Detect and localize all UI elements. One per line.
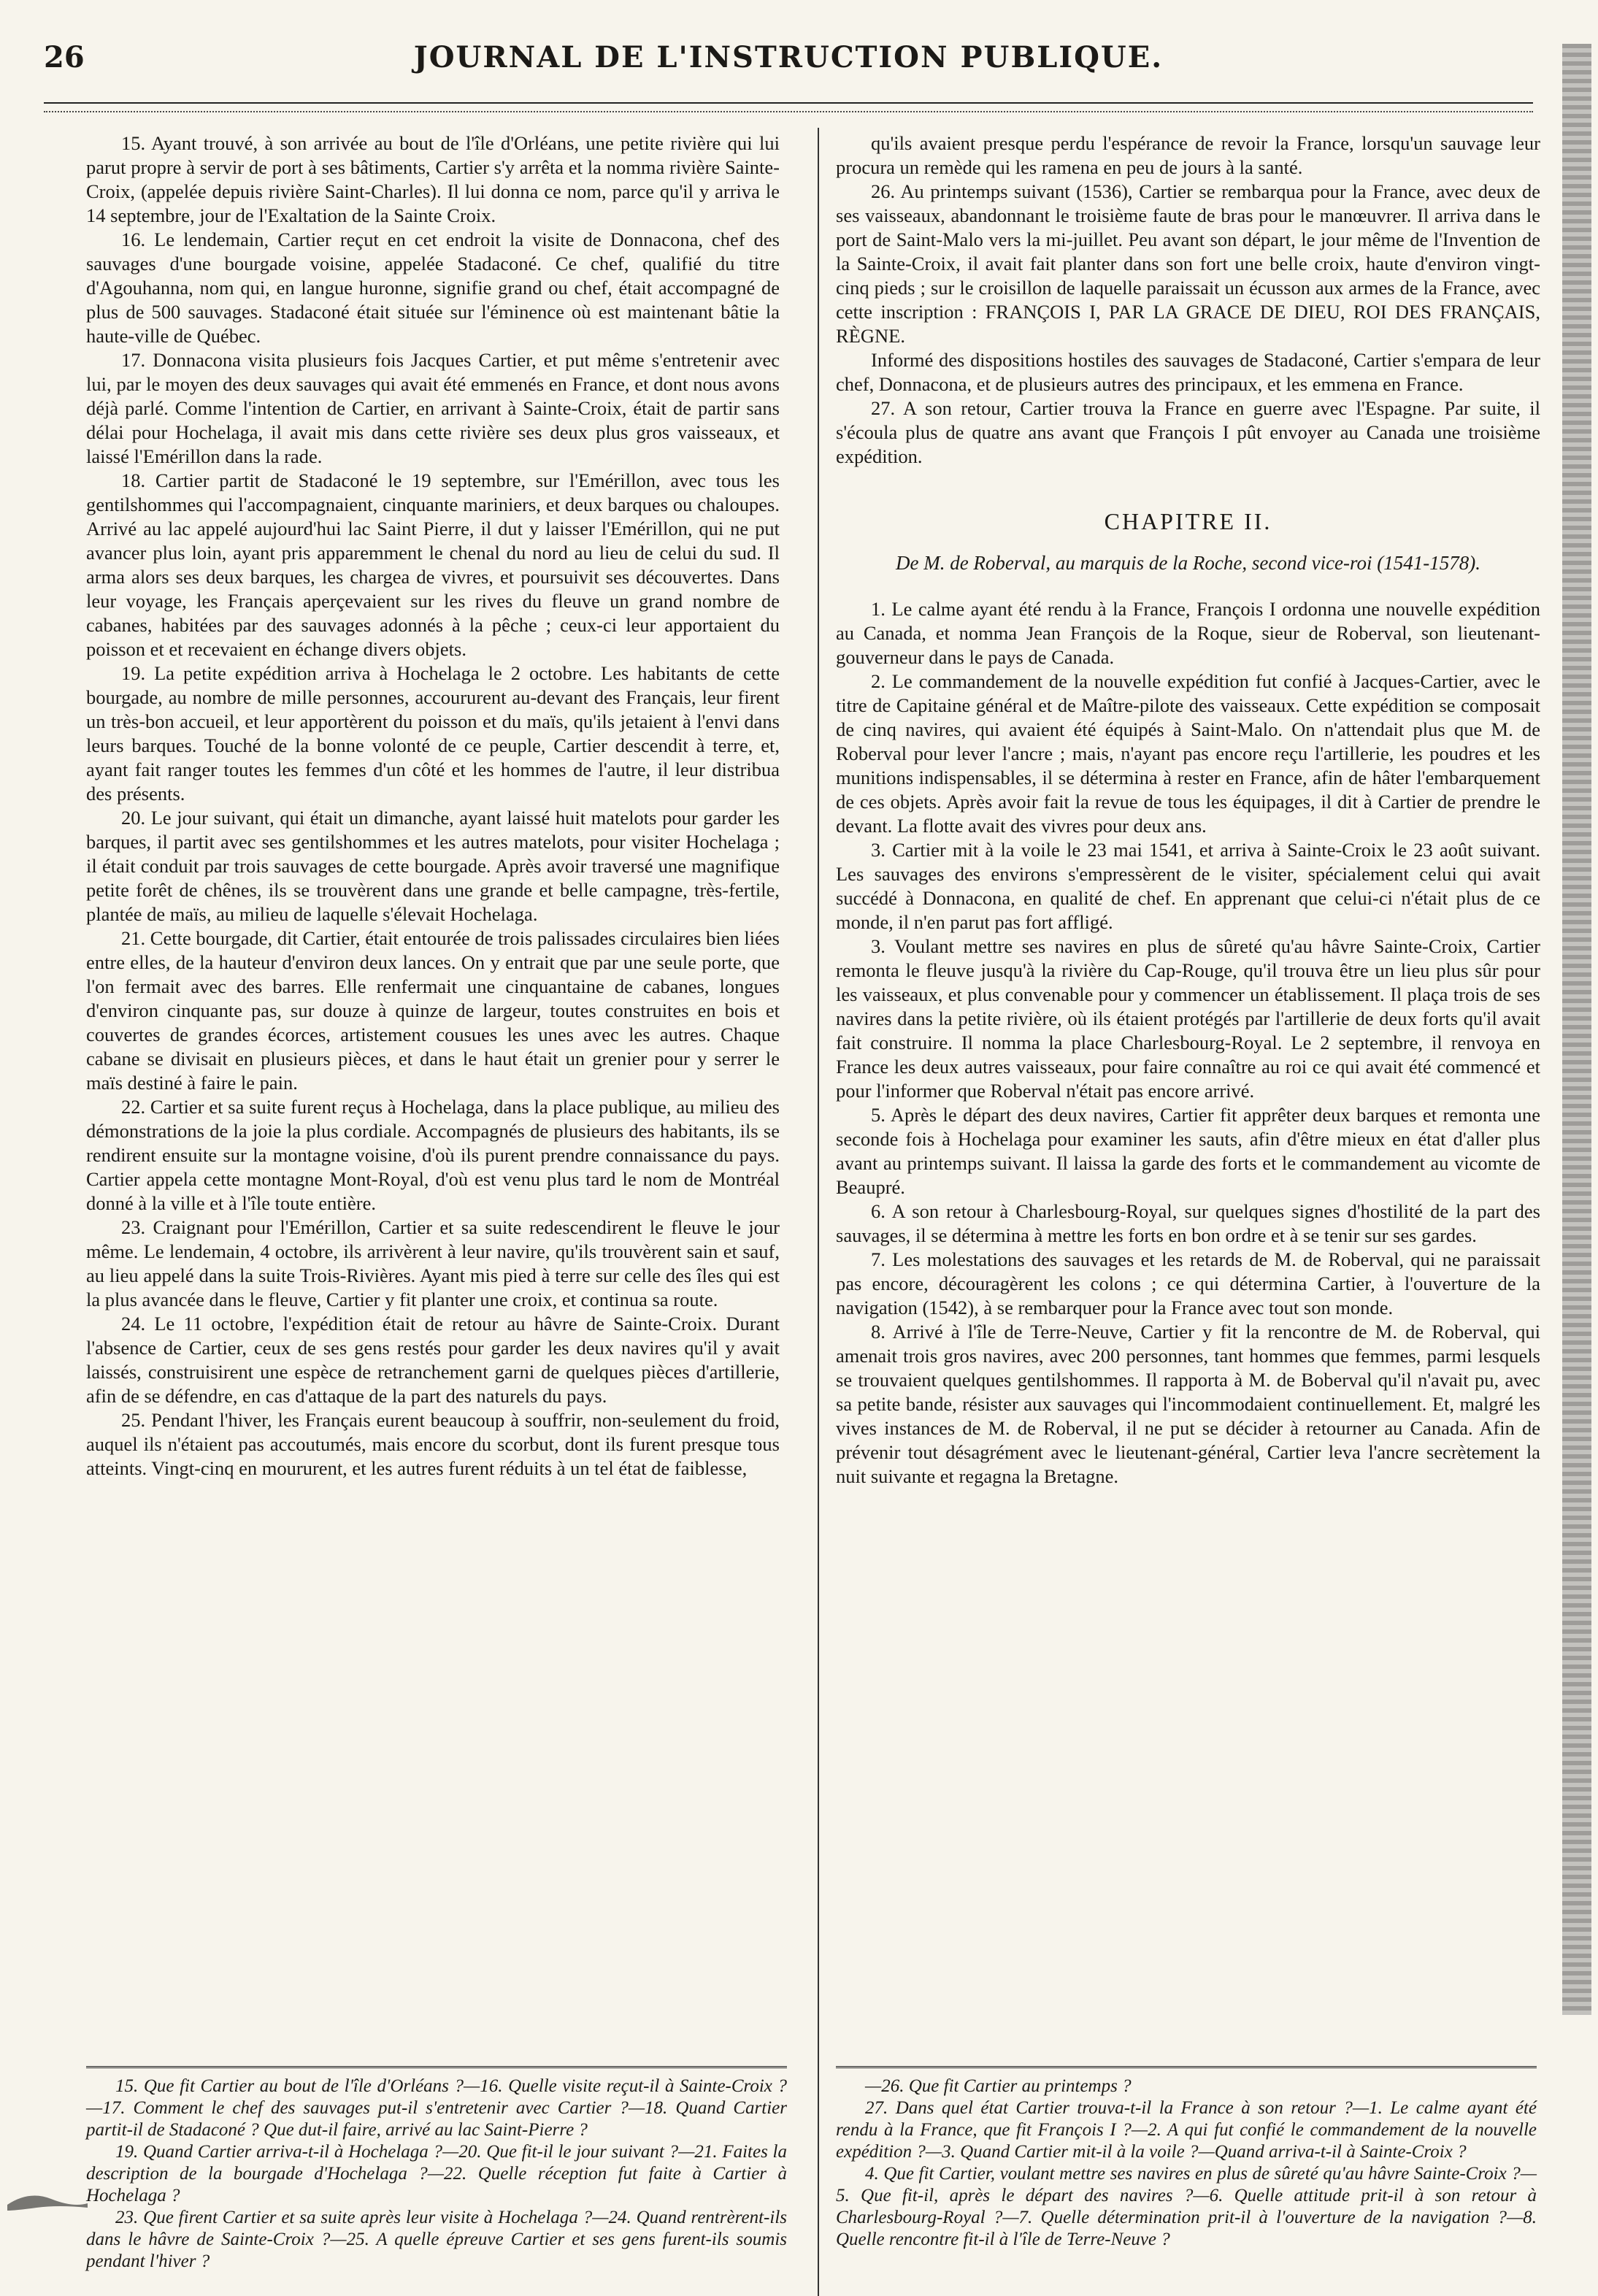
paragraph: 2. Le commandement de la nouvelle expédition fut confié à Jacques-Cartier, avec le titre de Capitaine général et de Maître-pilote des vaisseaux. Cette expédition se composait de cinq navires, qui avaient été équipés à Saint-Malo. On n'attendait plus que M. de Roberval pour lever l'ancre ; mais, n'ayant pas encore reçu l'artillerie, les poudres et les munitions indispensables, il se détermina à rester en France, afin de hâter l'embarquement de ces objets. Après avoir fait la revue de tous les équipages, il dit à Cartier de prendre le devant. La flotte avait des vivres pour deux ans. — [836, 670, 1540, 837]
paragraph: 18. Cartier partit de Stadaconé le 19 septembre, sur l'Emérillon, avec tous les gentilshommes qui l'accompagnaient, cinquante mariniers, et deux barques ou chaloupes. Arrivé au lac appelé aujourd'hui lac Saint Pierre, il dut y laisser l'Emérillon, qui ne put avancer plus loin, ayant pris apparemment le chenal du nord au lieu de celui du sud. Il arma alors ses deux barques, les chargea de vivres, et poursuivit ses découvertes. Dans leur voyage, les Français aperçevaient sur les rives du fleuve un grand nombre de cabanes, habitées par des sauvages adonnés à la pêche ; ceux-ci leur apportaient du poisson et et recevaient en échange divers objets. — [86, 469, 780, 660]
paragraph: qu'ils avaient presque perdu l'espérance de revoir la France, lorsqu'un sauvage leur procura un remède qui les ramena en peu de jours à la santé. — [836, 132, 1540, 178]
paragraph: 3. Voulant mettre ses navires en plus de sûreté qu'au hâvre Sainte-Croix, Cartier remonta le fleuve jusqu'à la rivière du Cap-Rouge, qu'il trouva être un lieu plus sûr pour les vaisseaux, et plus convenable pour y commencer un établissement. Il plaça trois de ses navires dans la petite rivière, où ils étaient protégés par l'artillerie de deux forts qu'il avait fait construire. Il nomma la place Charlesbourg-Royal. Le 2 septembre, il renvoya en France les deux autres vaisseaux, pour faire connaître au roi ce qui avait été commencé et pour l'informer que Roberval n'était pas encore arrivé. — [836, 935, 1540, 1102]
paragraph: 27. A son retour, Cartier trouva la France en guerre avec l'Espagne. Par suite, il s'écoula plus de quatre ans avant que François I pût envoyer au Canada une troisième expédition. — [836, 397, 1540, 467]
questions-left — [86, 2066, 787, 2273]
paragraph: 6. A son retour à Charlesbourg-Royal, sur quelques signes d'hostilité de la part des sauvages, il se détermina à mettre les forts en bon ordre et à se tenir sur ses gardes. — [836, 1200, 1540, 1246]
header-dotted-rule — [44, 111, 1533, 112]
questions-right — [836, 2066, 1537, 2251]
paragraph: 23. Craignant pour l'Emérillon, Cartier et sa suite redescendirent le fleuve le jour même. Le lendemain, 4 octobre, ils arrivèrent à leur navire, qu'ils trouvèrent sain et sauf, au lieu appelé dans la suite Trois-Rivières. Ayant mis pied à terre sur celle des îles qui est la plus avancée dans le fleuve, Cartier y fit planter une croix, et continua sa route. — [86, 1216, 780, 1310]
paragraph: 19. La petite expédition arriva à Hochelaga le 2 octobre. Les habitants de cette bourgade, au nombre de mille personnes, accoururent au-devant des Français, leur firent un très-bon accueil, et leur apportèrent du poisson et du maïs, qu'ils jetaient à l'envi dans leurs barques. Touché de la bonne volonté de ce peuple, Cartier descendit à terre, et, ayant fait ranger toutes les femmes d'un côté et les hommes de l'autre, il leur distribua des présents. — [86, 662, 780, 805]
page-header — [44, 40, 1533, 84]
paragraph: 25. Pendant l'hiver, les Français eurent beaucoup à souffrir, non-seulement du froid, auquel ils n'étaient pas accoutumés, mais encore du scorbut, dont ils furent presque tous atteints. Vingt-cinq en moururent, et les autres furent réduits à un tel état de faiblesse, — [86, 1409, 780, 1479]
column-divider — [818, 128, 819, 2296]
question-paragraph: 27. Dans quel état Cartier trouva-t-il la France à son retour ?—1. Le calme ayant été rendu à la France, que fit François I ?—2. A qui fut confié le commandement de la nouvelle expédition ?—3. Quand Cartier mit-il à la voile ?—Quand arriva-t-il à Sainte-Croix ? — [836, 2098, 1537, 2162]
right-column — [836, 131, 1540, 1489]
paragraph: 15. Ayant trouvé, à son arrivée au bout de l'île d'Orléans, une petite rivière qui lui parut propre à servir de port à ses bâtiments, Cartier s'y arrêta et la nomma rivière Sainte-Croix, (appelée depuis rivière Saint-Charles). Il lui donna ce nom, parce qu'il y arriva le 14 septembre, jour de l'Exaltation de la Sainte Croix. — [86, 132, 780, 226]
paragraph: 17. Donnacona visita plusieurs fois Jacques Cartier, et put même s'entretenir avec lui, par le moyen des deux sauvages qui avait été emmenés en France, et dont nous avons déjà parlé. Comme l'intention de Cartier, en arrivant à Sainte-Croix, était de partir sans délai pour Hochelaga, il avait mis dans cette rivière ses deux plus gros vaisseaux, et laissé l'Emérillon dans la rade. — [86, 349, 780, 467]
page-number: 26 — [44, 40, 85, 74]
chapter-subtitle: De M. de Roberval, au marquis de la Roche, second vice-roi (1541-1578). — [895, 552, 1481, 574]
paragraph: 7. Les molestations des sauvages et les retards de M. de Roberval, qui ne paraissait pas encore, découragèrent les colons ; ce qui détermina Cartier, à l'ouverture de la navigation (1542), à se rembarquer pour la France avec tout son monde. — [836, 1248, 1540, 1318]
ink-smudge-icon — [7, 2183, 88, 2212]
journal-title: JOURNAL DE L'INSTRUCTION PUBLIQUE. — [413, 40, 1164, 74]
left-column — [86, 131, 780, 1481]
page-edge-scan-artifact — [1562, 44, 1591, 2015]
paragraph: 1. Le calme ayant été rendu à la France, François I ordonna une nouvelle expédition au Canada, et nomma Jean François de la Roque, sieur de Roberval, son lieutenant-gouverneur dans le pays de Canada. — [836, 598, 1540, 668]
question-paragraph: —26. Que fit Cartier au printemps ? — [865, 2076, 1132, 2096]
paragraph: 21. Cette bourgade, dit Cartier, était entourée de trois palissades circulaires bien liées entre elles, de la hauteur d'environ deux lances. On y entrait que par une seule porte, que l'on fermait avec des barres. Elle renfermait une cinquantaine de cabanes, longues d'environ cinquante pas, sur douze à quinze de largeur, toutes construites en bois et couvertes de grandes écorces, artistement cousues les unes avec les autres. Chaque cabane se divisait en plusieurs pièces, et dans le haut était un grenier pour y serrer le maïs destiné à faire le pain. — [86, 927, 780, 1094]
paragraph: 20. Le jour suivant, qui était un dimanche, ayant laissé huit matelots pour garder les barques, il partit avec ses gentilshommes et les autres matelots, pour visiter Hochelaga ; il était conduit par trois sauvages de cette bourgade. Après avoir traversé une magnifique petite forêt de chênes, ils se trouvèrent dans une grande et belle campagne, très-fertile, plantée de maïs, au milieu de laquelle s'élevait Hochelaga. — [86, 807, 780, 925]
paragraph: 24. Le 11 octobre, l'expédition était de retour au hâvre de Sainte-Croix. Durant l'absence de Cartier, ceux de ses gens restés pour garder les deux navires qu'il y avait laissés, construisirent une espèce de retranchement garni de quelques pièces d'artillerie, afin de se défendre, en cas d'attaque de la part des naturels du pays. — [86, 1313, 780, 1407]
chapter-heading: CHAPITRE II. — [1104, 508, 1272, 534]
question-paragraph: 23. Que firent Cartier et sa suite après leur visite à Hochelaga ?—24. Quand rentrèrent-ils dans le hâvre de Sainte-Croix ?—25. A quelle épreuve Cartier et ses gens furent-ils soumis pendant l'hiver ? — [86, 2208, 787, 2271]
paragraph: Informé des dispositions hostiles des sauvages de Stadaconé, Cartier s'empara de leur chef, Donnacona, et de plusieurs autres des principaux, et les emmena en France. — [836, 349, 1540, 395]
paragraph: 5. Après le départ des deux navires, Cartier fit apprêter deux barques et remonta une seconde fois à Hochelaga pour examiner les sauts, afin d'être mieux en état d'aller plus avant au printemps suivant. Il laissa la garde des forts et le commandement au vicomte de Beaupré. — [836, 1104, 1540, 1198]
paragraph: 26. Au printemps suivant (1536), Cartier se rembarqua pour la France, avec deux de ses vaisseaux, abandonnant le troisième faute de bras pour le manœuvrer. Il arriva dans le port de Saint-Malo vers la mi-juillet. Peu avant son départ, le jour même de l'Invention de la Sainte-Croix, il avait fait planter dans son fort une belle croix, haute d'environ vingt-cinq pieds ; sur le croisillon de laquelle paraissait un écusson aux armes de la France, avec cette inscription : FRANÇOIS I, PAR LA GRACE DE DIEU, ROI DES FRANÇAIS, RÈGNE. — [836, 180, 1540, 347]
question-paragraph: 19. Quand Cartier arriva-t-il à Hochelaga ?—20. Que fit-il le jour suivant ?—21. Faites la description de la bourgade d'Hochelaga ?—22. Quelle réception fut faite à Cartier à Hochelaga ? — [86, 2142, 787, 2205]
paragraph: 3. Cartier mit à la voile le 23 mai 1541, et arriva à Sainte-Croix le 23 août suivant. Les sauvages des environs s'empressèrent de le visiter, spécialement celui qui avait succédé à Donnacona, en qualité de chef. En apprenant que celui-ci n'était plus de ce monde, il n'en parut pas fort affligé. — [836, 839, 1540, 933]
paragraph: 16. Le lendemain, Cartier reçut en cet endroit la visite de Donnacona, chef des sauvages d'une bourgade voisine, appelée Stadaconé. Ce chef, qualifié du titre d'Agouhanna, nom qui, en langue huronne, signifie grand ou chef, était accompagné de plus de 500 sauvages. Stadaconé était située sur l'éminence où est maintenant bâtie la haute-ville de Québec. — [86, 229, 780, 347]
paragraph: 8. Arrivé à l'île de Terre-Neuve, Cartier y fit la rencontre de M. de Roberval, qui amenait trois gros navires, avec 200 personnes, tant hommes que femmes, parmi lesquels se trouvaient quelques gentilshommes. Il rapporta à M. de Boberval qu'il n'avait pu, avec sa petite bande, résister aux sauvages qui l'incommodaient continuellement. Et, malgré les vives instances de M. de Roberval, il ne put se décider à retourner au Canada. Afin de prévenir tout désagrément avec le lieutenant-général, Cartier leva l'ancre secrètement la nuit suivante et regagna la Bretagne. — [836, 1321, 1540, 1487]
question-paragraph: 4. Que fit Cartier, voulant mettre ses navires en plus de sûreté qu'au hâvre Sainte-Croix ?—5. Que fit-il, après le départ des navires ?—6. Quelle attitude prit-il à son retour à Charlesbourg-Royal ?—7. Quelle détermination prit-il à l'ouverture de la navigation ?—8. Quelle rencontre fit-il à l'île de Terre-Neuve ? — [836, 2164, 1537, 2249]
question-paragraph: 15. Que fit Cartier au bout de l'île d'Orléans ?—16. Quelle visite reçut-il à Sainte-Croix ?—17. Comment le chef des sauvages put-il s'entretenir avec Cartier ?—18. Quand Cartier partit-il de Stadaconé ? Que dut-il faire, arrivé au lac Saint-Pierre ? — [86, 2076, 787, 2140]
paragraph: 22. Cartier et sa suite furent reçus à Hochelaga, dans la place publique, au milieu des démonstrations de la joie la plus cordiale. Accompagnés de plusieurs des habitants, ils se rendirent ensuite sur la montagne voisine, d'où ils purent prendre connaissance du pays. Cartier appela cette montagne Mont-Royal, d'où est venu plus tard le nom de Montréal donné à la ville et à l'île toute entière. — [86, 1096, 780, 1214]
header-rule — [44, 102, 1533, 104]
